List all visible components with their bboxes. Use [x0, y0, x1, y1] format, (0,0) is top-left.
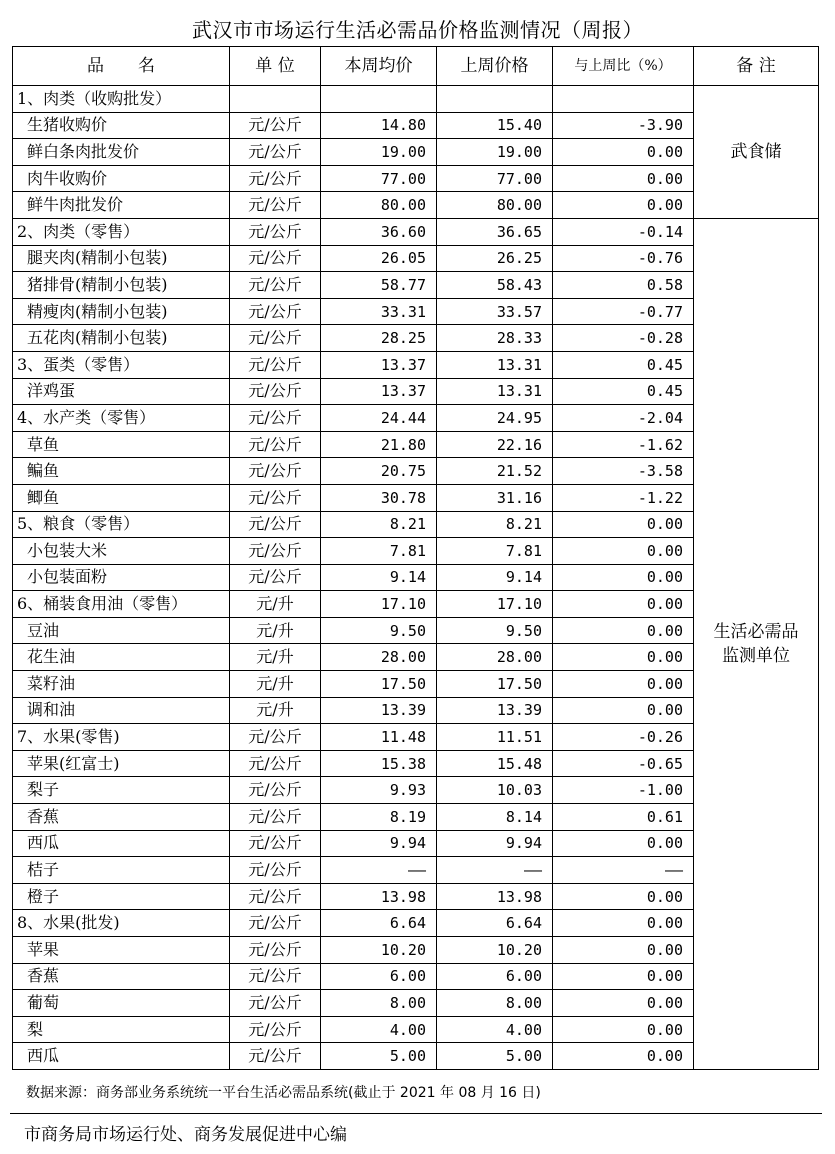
last-week-price: 19.00	[437, 139, 553, 166]
change-percent: 0.00	[553, 511, 694, 538]
unit-cell: 元/公斤	[230, 192, 321, 219]
item-name: 6、桶装食用油（零售）	[13, 591, 230, 618]
unit-cell: 元/升	[230, 591, 321, 618]
change-percent: 0.45	[553, 378, 694, 405]
note-cell-monitor-unit	[694, 218, 819, 1069]
change-percent: -0.14	[553, 218, 694, 245]
change-percent	[553, 86, 694, 113]
this-week-price: 30.78	[321, 484, 437, 511]
last-week-price: 9.94	[437, 830, 553, 857]
header-note: 备 注	[694, 47, 819, 86]
report-title: 武汉市市场运行生活必需品价格监测情况（周报）	[192, 18, 643, 42]
last-week-price: 80.00	[437, 192, 553, 219]
unit-cell: 元/公斤	[230, 351, 321, 378]
this-week-price: 58.77	[321, 272, 437, 299]
this-week-price: 24.44	[321, 405, 437, 432]
unit-cell: 元/公斤	[230, 857, 321, 884]
item-name: 豆油	[13, 617, 230, 644]
last-week-price: 22.16	[437, 431, 553, 458]
last-week-price: 6.00	[437, 963, 553, 990]
divider-line	[10, 1113, 822, 1114]
unit-cell: 元/公斤	[230, 1016, 321, 1043]
table-row	[13, 218, 819, 245]
unit-cell: 元/公斤	[230, 1043, 321, 1070]
item-name: 鲜牛肉批发价	[13, 192, 230, 219]
this-week-price: 8.19	[321, 804, 437, 831]
change-percent: 0.00	[553, 830, 694, 857]
unit-cell: 元/升	[230, 671, 321, 698]
unit-cell: 元/升	[230, 617, 321, 644]
this-week-price: 13.37	[321, 378, 437, 405]
unit-cell: 元/公斤	[230, 910, 321, 937]
this-week-price: 6.64	[321, 910, 437, 937]
note-text: 生活必需品监测单位	[713, 621, 799, 666]
unit-cell: 元/公斤	[230, 378, 321, 405]
item-name: 肉牛收购价	[13, 165, 230, 192]
item-name: 精瘦肉(精制小包装)	[13, 298, 230, 325]
editor-credit: 市商务局市场运行处、商务发展促进中心编	[24, 1125, 347, 1145]
change-percent: -3.58	[553, 458, 694, 485]
unit-cell: 元/公斤	[230, 750, 321, 777]
unit-cell: 元/公斤	[230, 804, 321, 831]
this-week-price: 19.00	[321, 139, 437, 166]
last-week-price: 13.31	[437, 378, 553, 405]
last-week-price: 9.14	[437, 564, 553, 591]
last-week-price: 28.33	[437, 325, 553, 352]
item-name: 8、水果(批发)	[13, 910, 230, 937]
this-week-price: 28.00	[321, 644, 437, 671]
last-week-price: 11.51	[437, 724, 553, 751]
item-name: 3、蛋类（零售）	[13, 351, 230, 378]
unit-cell: 元/公斤	[230, 325, 321, 352]
change-percent: 0.00	[553, 538, 694, 565]
last-week-price: 31.16	[437, 484, 553, 511]
header-name: 品 名	[13, 47, 230, 86]
change-percent: 0.00	[553, 1016, 694, 1043]
item-name: 橙子	[13, 883, 230, 910]
this-week-price: 14.80	[321, 112, 437, 139]
this-week-price: 6.00	[321, 963, 437, 990]
this-week-price: 7.81	[321, 538, 437, 565]
unit-cell: 元/公斤	[230, 777, 321, 804]
change-percent: 0.00	[553, 697, 694, 724]
item-name: 西瓜	[13, 830, 230, 857]
change-percent: 0.00	[553, 644, 694, 671]
change-percent: -0.26	[553, 724, 694, 751]
this-week-price: 17.50	[321, 671, 437, 698]
unit-cell: 元/公斤	[230, 245, 321, 272]
change-percent: 0.00	[553, 1043, 694, 1070]
unit-cell: 元/公斤	[230, 883, 321, 910]
this-week-price: 33.31	[321, 298, 437, 325]
change-percent: -0.76	[553, 245, 694, 272]
item-name: 鳊鱼	[13, 458, 230, 485]
this-week-price: 8.00	[321, 990, 437, 1017]
this-week-price: 9.50	[321, 617, 437, 644]
table-header-row	[13, 47, 819, 86]
unit-cell: 元/公斤	[230, 724, 321, 751]
change-percent: -1.00	[553, 777, 694, 804]
this-week-price: 13.39	[321, 697, 437, 724]
last-week-price	[437, 86, 553, 113]
last-week-price: ——	[437, 857, 553, 884]
header-unit: 单 位	[230, 47, 321, 86]
item-name: 花生油	[13, 644, 230, 671]
last-week-price: 13.98	[437, 883, 553, 910]
change-percent: 0.00	[553, 910, 694, 937]
this-week-price: 20.75	[321, 458, 437, 485]
item-name: 梨	[13, 1016, 230, 1043]
this-week-price: 21.80	[321, 431, 437, 458]
unit-cell: 元/公斤	[230, 990, 321, 1017]
this-week-price: 36.60	[321, 218, 437, 245]
item-name: 桔子	[13, 857, 230, 884]
last-week-price: 24.95	[437, 405, 553, 432]
this-week-price: 77.00	[321, 165, 437, 192]
unit-cell: 元/升	[230, 644, 321, 671]
last-week-price: 17.10	[437, 591, 553, 618]
change-percent: 0.00	[553, 671, 694, 698]
last-week-price: 58.43	[437, 272, 553, 299]
item-name: 调和油	[13, 697, 230, 724]
item-name: 苹果	[13, 937, 230, 964]
unit-cell: 元/公斤	[230, 112, 321, 139]
this-week-price	[321, 86, 437, 113]
unit-cell: 元/公斤	[230, 538, 321, 565]
last-week-price: 9.50	[437, 617, 553, 644]
last-week-price: 10.03	[437, 777, 553, 804]
unit-cell	[230, 86, 321, 113]
this-week-price: 15.38	[321, 750, 437, 777]
item-name: 4、水产类（零售）	[13, 405, 230, 432]
item-name: 腿夹肉(精制小包装)	[13, 245, 230, 272]
this-week-price: 13.98	[321, 883, 437, 910]
change-percent: -0.65	[553, 750, 694, 777]
this-week-price: 9.93	[321, 777, 437, 804]
last-week-price: 13.31	[437, 351, 553, 378]
last-week-price: 28.00	[437, 644, 553, 671]
table-body	[13, 86, 819, 1070]
change-percent: -2.04	[553, 405, 694, 432]
change-percent: ——	[553, 857, 694, 884]
item-name: 小包装面粉	[13, 564, 230, 591]
change-percent: -0.77	[553, 298, 694, 325]
data-source-note: 数据来源：商务部业务系统统一平台生活必需品系统(截止于 2021 年 08 月 16 日)	[26, 1085, 541, 1101]
item-name: 生猪收购价	[13, 112, 230, 139]
table-row	[13, 86, 819, 113]
unit-cell: 元/公斤	[230, 963, 321, 990]
last-week-price: 8.14	[437, 804, 553, 831]
last-week-price: 8.21	[437, 511, 553, 538]
change-percent: 0.00	[553, 963, 694, 990]
last-week-price: 15.48	[437, 750, 553, 777]
unit-cell: 元/公斤	[230, 484, 321, 511]
this-week-price: 80.00	[321, 192, 437, 219]
this-week-price: 5.00	[321, 1043, 437, 1070]
change-percent: 0.00	[553, 883, 694, 910]
last-week-price: 4.00	[437, 1016, 553, 1043]
last-week-price: 13.39	[437, 697, 553, 724]
change-percent: -0.28	[553, 325, 694, 352]
item-name: 2、肉类（零售）	[13, 218, 230, 245]
note-cell-wushichu: 武食储	[694, 86, 819, 219]
last-week-price: 7.81	[437, 538, 553, 565]
item-name: 五花肉(精制小包装)	[13, 325, 230, 352]
change-percent: 0.58	[553, 272, 694, 299]
change-percent: 0.00	[553, 591, 694, 618]
change-percent: 0.00	[553, 990, 694, 1017]
item-name: 香蕉	[13, 963, 230, 990]
change-percent: -1.62	[553, 431, 694, 458]
unit-cell: 元/公斤	[230, 830, 321, 857]
last-week-price: 6.64	[437, 910, 553, 937]
unit-cell: 元/公斤	[230, 431, 321, 458]
last-week-price: 36.65	[437, 218, 553, 245]
this-week-price: 26.05	[321, 245, 437, 272]
unit-cell: 元/公斤	[230, 298, 321, 325]
last-week-price: 26.25	[437, 245, 553, 272]
last-week-price: 17.50	[437, 671, 553, 698]
change-percent: 0.00	[553, 165, 694, 192]
unit-cell: 元/公斤	[230, 272, 321, 299]
header-this-week: 本周均价	[321, 47, 437, 86]
this-week-price: 10.20	[321, 937, 437, 964]
item-name: 猪排骨(精制小包装)	[13, 272, 230, 299]
header-last-week: 上周价格	[437, 47, 553, 86]
last-week-price: 21.52	[437, 458, 553, 485]
item-name: 草鱼	[13, 431, 230, 458]
this-week-price: 9.14	[321, 564, 437, 591]
change-percent: 0.00	[553, 937, 694, 964]
item-name: 1、肉类（收购批发）	[13, 86, 230, 113]
item-name: 香蕉	[13, 804, 230, 831]
last-week-price: 8.00	[437, 990, 553, 1017]
last-week-price: 10.20	[437, 937, 553, 964]
change-percent: 0.00	[553, 139, 694, 166]
unit-cell: 元/升	[230, 697, 321, 724]
change-percent: 0.00	[553, 192, 694, 219]
change-percent: -3.90	[553, 112, 694, 139]
unit-cell: 元/公斤	[230, 139, 321, 166]
last-week-price: 15.40	[437, 112, 553, 139]
unit-cell: 元/公斤	[230, 405, 321, 432]
item-name: 西瓜	[13, 1043, 230, 1070]
this-week-price: 8.21	[321, 511, 437, 538]
change-percent: -1.22	[553, 484, 694, 511]
this-week-price: 11.48	[321, 724, 437, 751]
item-name: 菜籽油	[13, 671, 230, 698]
item-name: 鲫鱼	[13, 484, 230, 511]
unit-cell: 元/公斤	[230, 564, 321, 591]
this-week-price: 17.10	[321, 591, 437, 618]
change-percent: 0.45	[553, 351, 694, 378]
this-week-price: ——	[321, 857, 437, 884]
unit-cell: 元/公斤	[230, 165, 321, 192]
this-week-price: 13.37	[321, 351, 437, 378]
item-name: 葡萄	[13, 990, 230, 1017]
last-week-price: 5.00	[437, 1043, 553, 1070]
item-name: 5、粮食（零售）	[13, 511, 230, 538]
item-name: 洋鸡蛋	[13, 378, 230, 405]
change-percent: 0.61	[553, 804, 694, 831]
unit-cell: 元/公斤	[230, 937, 321, 964]
unit-cell: 元/公斤	[230, 218, 321, 245]
item-name: 7、水果(零售)	[13, 724, 230, 751]
last-week-price: 77.00	[437, 165, 553, 192]
item-name: 小包装大米	[13, 538, 230, 565]
this-week-price: 4.00	[321, 1016, 437, 1043]
unit-cell: 元/公斤	[230, 458, 321, 485]
item-name: 苹果(红富士)	[13, 750, 230, 777]
last-week-price: 33.57	[437, 298, 553, 325]
price-table	[12, 46, 819, 1070]
unit-cell: 元/公斤	[230, 511, 321, 538]
change-percent: 0.00	[553, 617, 694, 644]
header-change: 与上周比（%）	[553, 47, 694, 86]
change-percent: 0.00	[553, 564, 694, 591]
this-week-price: 9.94	[321, 830, 437, 857]
this-week-price: 28.25	[321, 325, 437, 352]
item-name: 鲜白条肉批发价	[13, 139, 230, 166]
item-name: 梨子	[13, 777, 230, 804]
